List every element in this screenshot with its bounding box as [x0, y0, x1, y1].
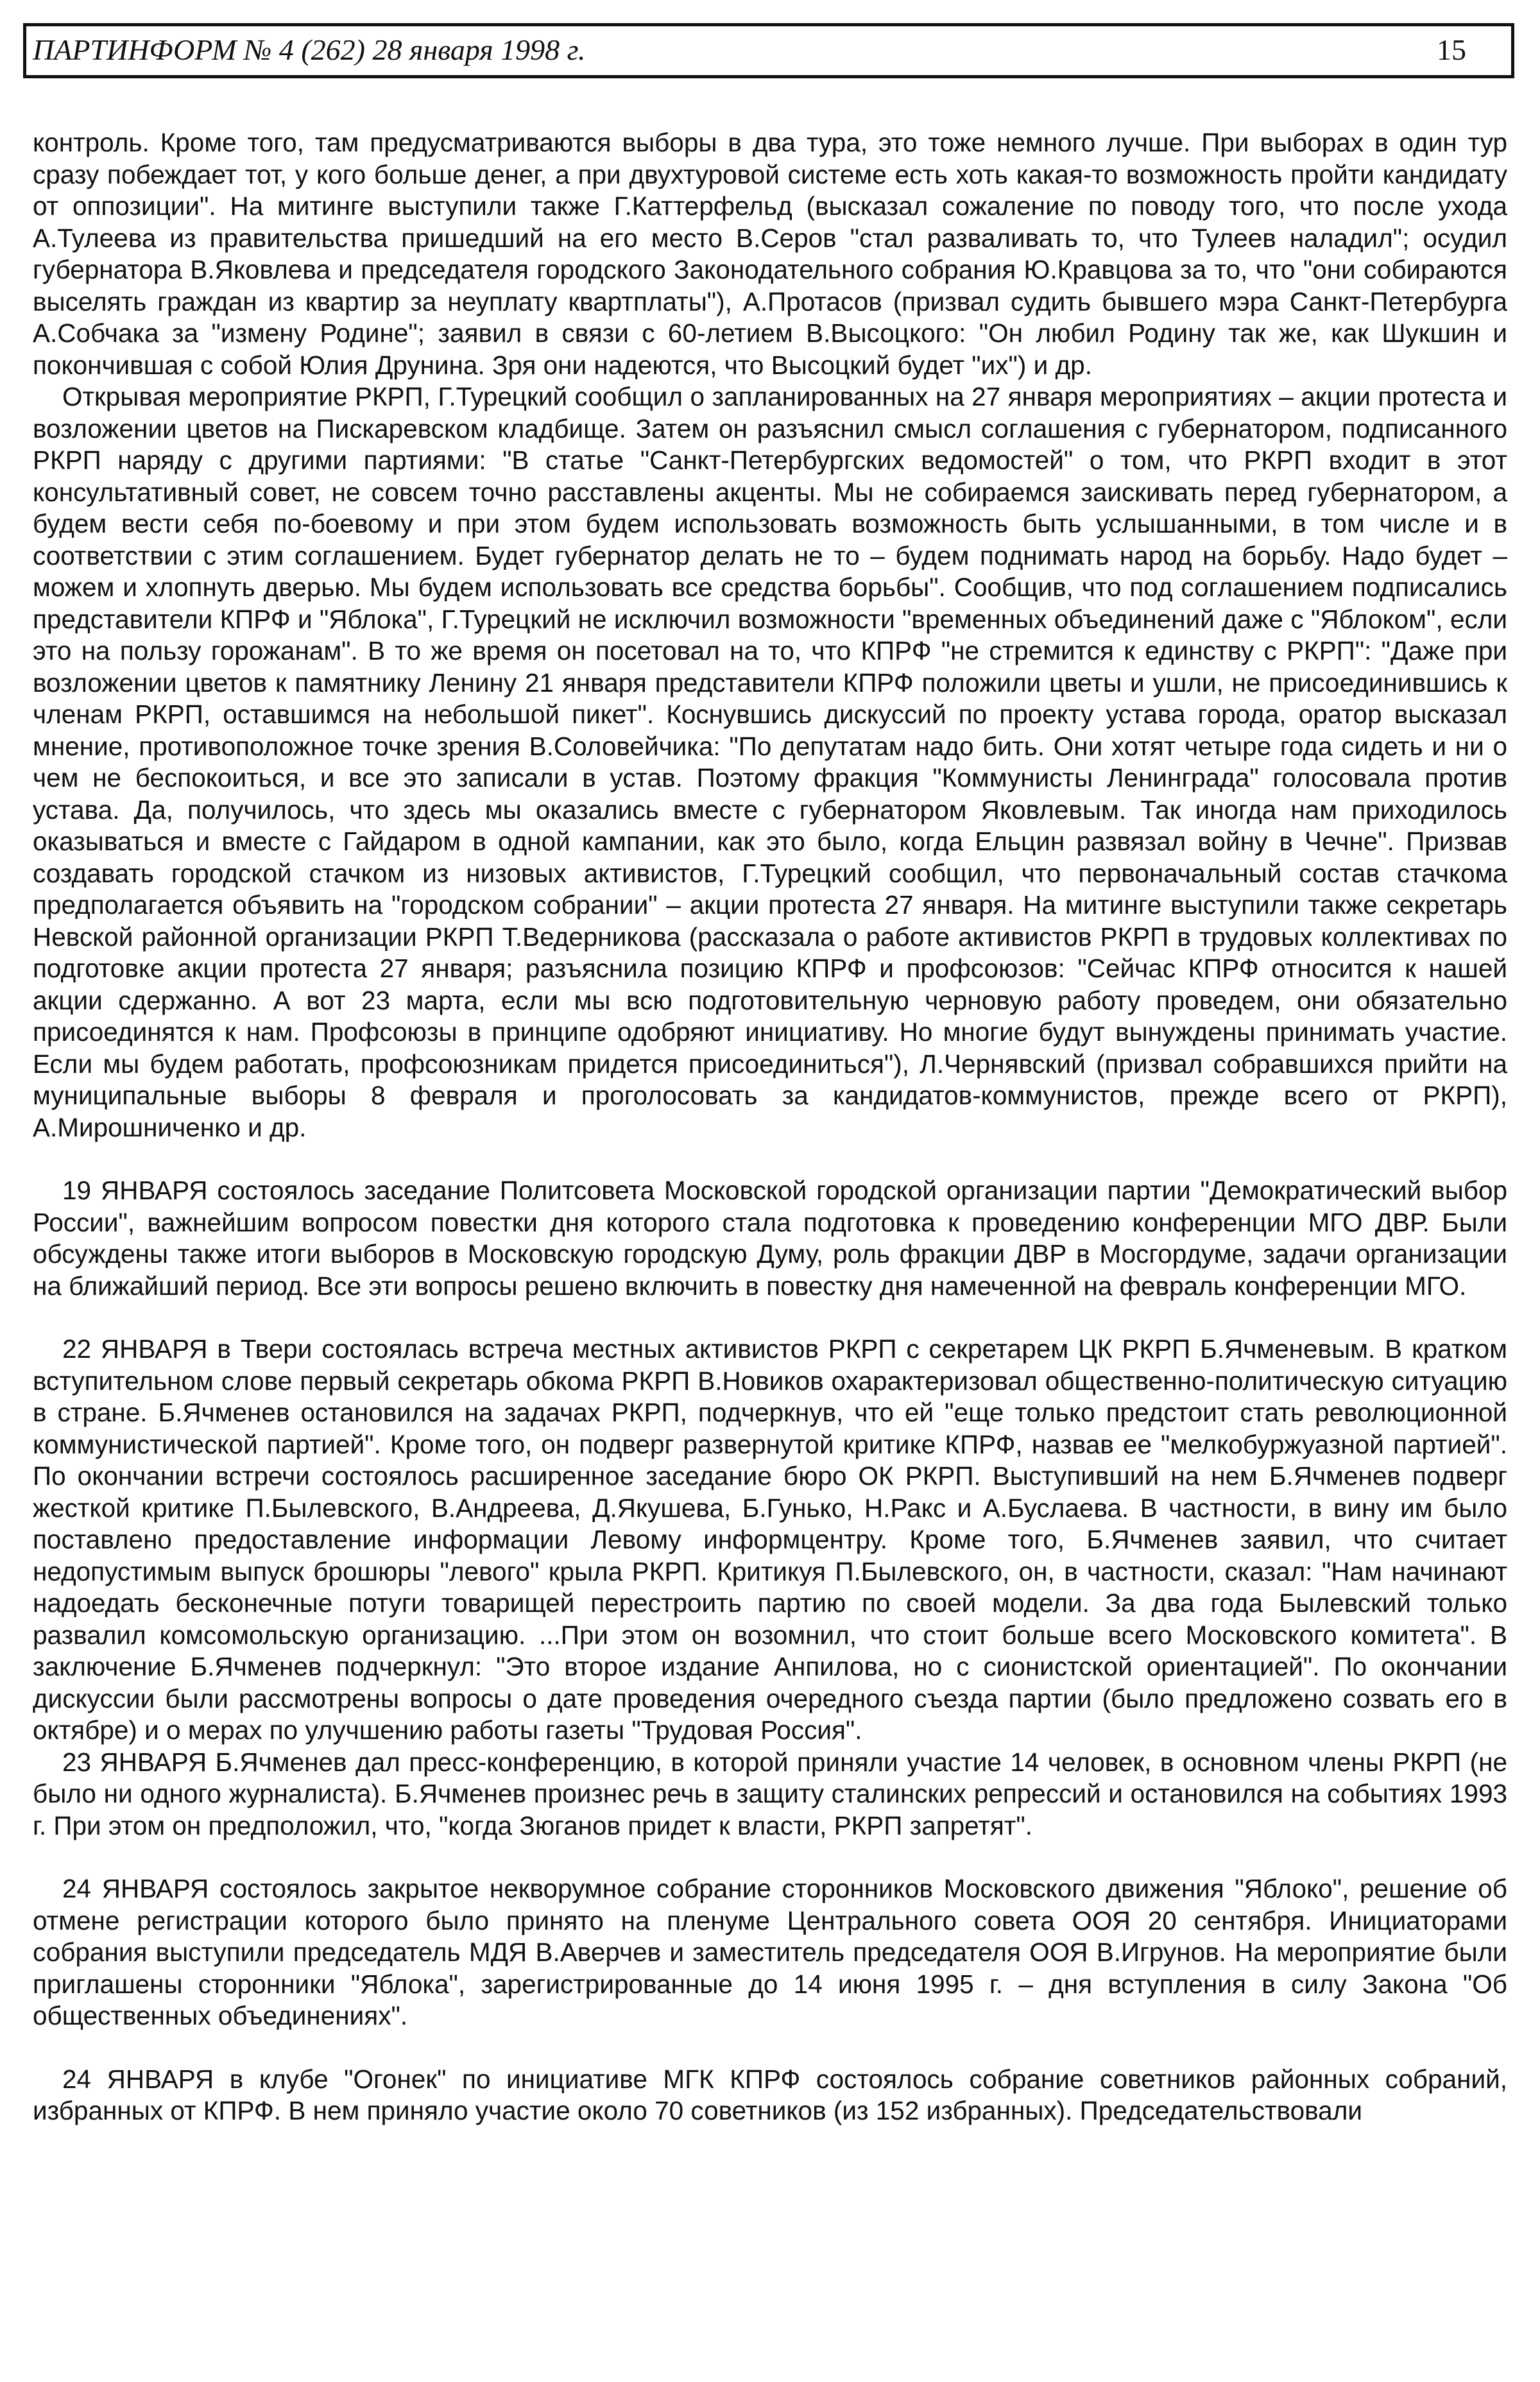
paragraph-jan-22: 22 ЯНВАРЯ в Твери состоялась встреча местных активистов РКРП с секретарем ЦК РКРП Б.Ячменевым. В кратком вступительном слове первый секретарь обкома РКРП В.Новиков охарактеризовал общественно-политическую ситуацию в стране. Б.Ячменев остановился на задачах РКРП, подчеркнув, что ей "еще только предстоит стать революционной коммунистической партией". Кроме того, он подверг развернутой критике КПРФ, назвав ее "мелкобуржуазной партией". По окончании встречи состоялось расширенное заседание бюро ОК РКРП. Выступивший на нем Б.Ячменев подверг жесткой критике П.Былевского, В.Андреева, Д.Якушева, Б.Гунько, Н.Ракс и А.Буслаева. В частности, в вину им было поставлено предоставление информации Левому информцентру. Кроме того, Б.Ячменев заявил, что считает недопустимым выпуск брошюры "левого" крыла РКРП. Критикуя П.Былевского, он, в частности, сказал: "Нам начинают надоедать бесконечные потуги товарищей перестроить партию по своей модели. За два года Былевский только развалил комсомольскую организацию. ...При этом он возомнил, что стоит больше всего Московского комитета". В заключение Б.Ячменев подчеркнул: "Это второе издание Анпилова, но с сионистской ориентацией". По окончании дискуссии были рассмотрены вопросы о дате проведения очередного съезда партии (было предложено созвать его в октябре) и о мерах по улучшению работы газеты "Трудовая Россия". — [33, 1334, 1507, 1745]
paragraph-continuation: контроль. Кроме того, там предусматриваются выборы в два тура, это тоже немного лучше. При выборах в один тур сразу побеждает тот, у кого больше денег, а при двухтуровой системе есть хоть какая-то возможность пройти кандидату от оппозиции". На митинге выступили также Г.Каттерфельд (высказал сожаление по поводу того, что после ухода А.Тулеева из правительства пришедший на его место В.Серов "стал разваливать то, что Тулеев наладил"; осудил губернатора В.Яковлева и председателя городского Законодательного собрания Ю.Кравцова за то, что "они собираются выселять граждан из квартир за неуплату квартплаты"), А.Протасов (призвал судить бывшего мэра Санкт-Петербурга А.Собчака за "измену Родине"; заявил в связи с 60-летием В.Высоцкого: "Он любил Родину так же, как Шукшин и покончившая с собой Юлия Друнина. Зря они надеются, что Высоцкий будет "их") и др. — [33, 128, 1507, 380]
paragraph-jan-19: 19 ЯНВАРЯ состоялось заседание Политсовета Московской городской организации партии "Демократический выбор России", важнейшим вопросом повестки дня которого стала подготовка к проведению конференции МГО ДВР. Были обсуждены также итоги выборов в Московскую городскую Думу, роль фракции ДВР в Мосгордуме, задачи организации на ближайший период. Все эти вопросы решено включить в повестку дня намеченной на февраль конференции МГО. — [33, 1176, 1507, 1301]
page-header — [23, 23, 1514, 78]
paragraph-jan-24-kprf: 24 ЯНВАРЯ в клубе "Огонек" по инициативе МГК КПРФ состоялось собрание советников районных собраний, избранных от КПРФ. В нем приняло участие около 70 советников (из 152 избранных). Председательствовали — [33, 2064, 1507, 2125]
paragraph-rkrp-event: Открывая мероприятие РКРП, Г.Турецкий сообщил о запланированных на 27 января мероприятиях – акции протеста и возложении цветов на Пискаревском кладбище. Затем он разъяснил смысл соглашения с губернатором, подписанного РКРП наряду с другими партиями: "В статье "Санкт-Петербургских ведомостей" о том, что РКРП входит в этот консультативный совет, не совсем точно расставлены акценты. Мы не собираемся заискивать перед губернатором, а будем вести себя по-боевому и при этом будем использовать возможность быть услышанными, в том числе и в соответствии с этим соглашением. Будет губернатор делать не то – будем поднимать народ на борьбу. Надо будет – можем и хлопнуть дверью. Мы будем использовать все средства борьбы". Сообщив, что под соглашением подписались представители КПРФ и "Яблока", Г.Турецкий не исключил возможности "временных объединений даже с "Яблоком", если это на пользу горожанам". В то же время он посетовал на то, что КПРФ "не стремится к единству с РКРП": "Даже при возложении цветов к памятнику Ленину 21 января представители КПРФ положили цветы и ушли, не присоединившись к членам РКРП, оставшимся на небольшой пикет". Коснувшись дискуссий по проекту устава города, оратор высказал мнение, противоположное точке зрения В.Соловейчика: "По депутатам надо бить. Они хотят четыре года сидеть и ни о чем не беспокоиться, и все это записали в устав. Поэтому фракция "Коммунисты Ленинграда" голосовала против устава. Да, получилось, что здесь мы оказались вместе с губернатором Яковлевым. Так иногда нам приходилось оказываться и вместе с Гайдаром в одной кампании, как это было, когда Ельцин развязал войну в Чечне". Призвав создавать городской стачком из низовых активистов, Г.Турецкий сообщил, что первоначальный состав стачкома предполагается объявить на "городском собрании" – акции протеста 27 января. На митинге выступили также секретарь Невской районной организации РКРП Т.Ведерникова (рассказала о работе активистов РКРП в трудовых коллективах по подготовке акции протеста 27 января; разъяснила позицию КПРФ и профсоюзов: "Сейчас КПРФ относится к нашей акции сдержанно. А вот 23 марта, если мы всю подготовительную черновую работу проведем, они обязательно присоединятся к нам. Профсоюзы в принципе одобряют инициативу. Но многие будут вынуждены принимать участие. Если мы будем работать, профсоюзникам придется присоединиться"), Л.Чернявский (призвал собравшихся прийти на муниципальные выборы 8 февраля и проголосовать за кандидатов-коммунистов, прежде всего от РКРП), А.Мирошниченко и др. — [33, 382, 1507, 1142]
page-number: 15 — [1437, 33, 1466, 66]
publication-title: ПАРТИНФОРМ № 4 (262) 28 января 1998 г. — [33, 33, 586, 66]
article-body — [33, 127, 1507, 2127]
paragraph-jan-23: 23 ЯНВАРЯ Б.Ячменев дал пресс-конференцию, в которой приняли участие 14 человек, в основном члены РКРП (не было ни одного журналиста). Б.Ячменев произнес речь в защиту сталинских репрессий и остановился на событиях 1993 г. При этом он предположил, что, "когда Зюганов придет к власти, РКРП запретят". — [33, 1747, 1507, 1840]
paragraph-jan-24-yabloko: 24 ЯНВАРЯ состоялось закрытое некворумное собрание сторонников Московского движения "Яблоко", решение об отмене регистрации которого было принято на пленуме Центрального совета ООЯ 20 сентября. Инициаторами собрания выступили председатель МДЯ В.Аверчев и заместитель председателя ООЯ В.Игрунов. На мероприятие были приглашены сторонники "Яблока", зарегистрированные до 14 июня 1995 г. – дня вступления в силу Закона "Об общественных объединениях". — [33, 1874, 1507, 2030]
